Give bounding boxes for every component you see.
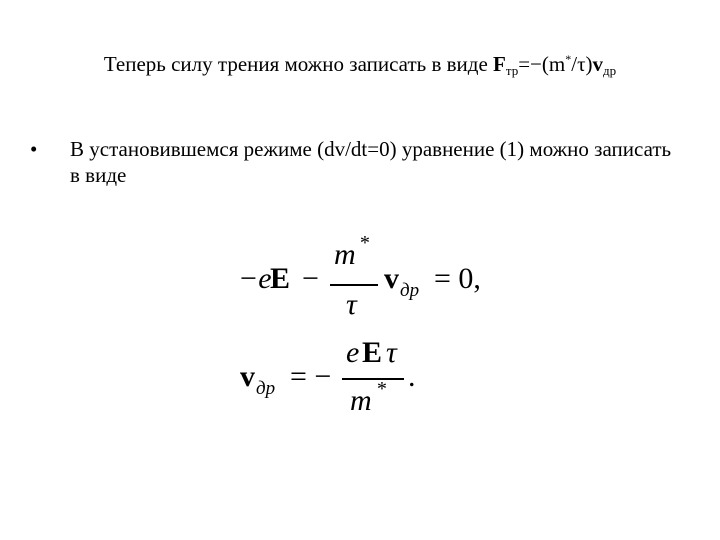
mass-star: * bbox=[565, 52, 572, 66]
slide-title bbox=[0, 52, 720, 79]
title-prefix: Теперь силу трения можно записать в виде bbox=[103, 52, 494, 76]
title-tau: /τ) bbox=[571, 52, 593, 76]
eq1-velocity: v bbox=[384, 262, 399, 295]
eq1-minus: − bbox=[302, 262, 319, 295]
eq1-fraction-bar bbox=[330, 284, 378, 286]
force-symbol: F bbox=[493, 52, 506, 76]
eq1-field-E: E bbox=[270, 262, 291, 295]
eq1-den-tau: τ bbox=[346, 288, 357, 321]
eq2-fraction-bar bbox=[342, 378, 404, 380]
eq2-num-tau: τ bbox=[386, 336, 397, 369]
eq2-den-m: m bbox=[350, 384, 372, 417]
bullet-item bbox=[30, 136, 680, 188]
eq2-den-star: * bbox=[376, 378, 386, 400]
eq2-velocity: v bbox=[240, 360, 255, 393]
eq1-rhs: = 0, bbox=[434, 262, 481, 295]
eq2-num-e: e bbox=[346, 336, 360, 369]
velocity-symbol: v bbox=[592, 52, 604, 76]
eq1-num-star: * bbox=[359, 232, 369, 254]
bullet-text: В установившемся режиме (dv/dt=0) уравнение (1) можно записать в виде bbox=[70, 137, 672, 187]
eq2-equals-minus: = − bbox=[290, 360, 332, 393]
title-equals: =−(m bbox=[518, 52, 566, 76]
eq1-num-m: m bbox=[334, 238, 356, 271]
eq2-dot: . bbox=[408, 360, 416, 393]
eq1-velocity-sub: др bbox=[400, 280, 420, 301]
velocity-subscript: др bbox=[603, 63, 617, 78]
force-subscript: тр bbox=[505, 63, 519, 78]
eq1-minus-e: −e bbox=[238, 262, 272, 295]
eq2-velocity-sub: др bbox=[256, 378, 276, 399]
eq2-num-E: E bbox=[362, 336, 383, 369]
bullet-dot: • bbox=[30, 137, 38, 161]
